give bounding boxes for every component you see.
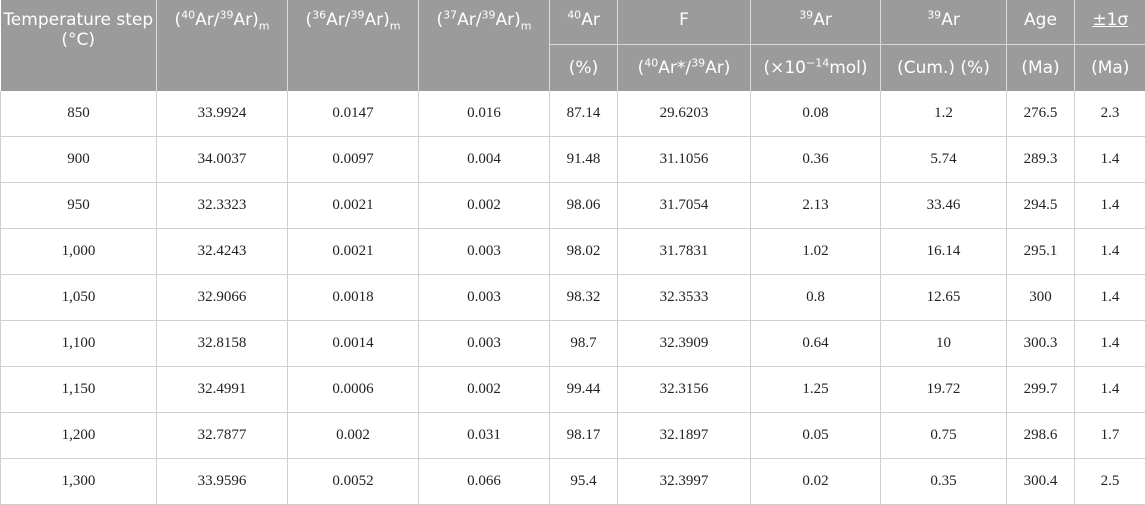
header-39ar-unit-exp: −14 <box>806 56 829 69</box>
cell-temperature: 1,050 <box>1 274 157 320</box>
header-39ar-text: Ar <box>813 10 832 30</box>
cell-40ar-percent: 98.7 <box>550 320 618 366</box>
cell-40ar-percent: 98.02 <box>550 228 618 274</box>
cell-36ar-39ar: 0.0018 <box>288 274 419 320</box>
header-39ar-unit-post: mol) <box>829 58 867 78</box>
cell-error: 1.7 <box>1075 412 1145 458</box>
header-age-unit-text: (Ma) <box>1021 58 1059 78</box>
cell-error: 1.4 <box>1075 274 1145 320</box>
header-39ar-unit <box>751 44 881 91</box>
header-36ar-39ar-sup-36: 36 <box>312 8 326 21</box>
cell-age: 276.5 <box>1007 91 1075 137</box>
cell-error: 1.4 <box>1075 320 1145 366</box>
cell-error: 2.3 <box>1075 91 1145 137</box>
cell-39ar-amount: 0.05 <box>751 412 881 458</box>
cell-37ar-39ar: 0.031 <box>419 412 550 458</box>
cell-age: 298.6 <box>1007 412 1075 458</box>
cell-37ar-39ar: 0.002 <box>419 366 550 412</box>
cell-temperature: 1,000 <box>1 228 157 274</box>
cell-age: 300.3 <box>1007 320 1075 366</box>
header-age-unit <box>1007 44 1075 91</box>
cell-37ar-39ar: 0.003 <box>419 274 550 320</box>
table-row <box>1 182 1145 228</box>
cell-temperature: 1,150 <box>1 366 157 412</box>
cell-40ar-39ar: 32.8158 <box>157 320 288 366</box>
table-row <box>1 412 1145 458</box>
cell-39ar-amount: 1.25 <box>751 366 881 412</box>
header-37ar-39ar-sub-m: m <box>521 19 532 32</box>
header-36ar-39ar-sub-m: m <box>390 19 401 32</box>
cell-40ar-percent: 98.06 <box>550 182 618 228</box>
table-row <box>1 366 1145 412</box>
cell-error: 1.4 <box>1075 228 1145 274</box>
cell-f: 32.3909 <box>618 320 751 366</box>
cell-40ar-percent: 95.4 <box>550 458 618 504</box>
cell-age: 295.1 <box>1007 228 1075 274</box>
cell-36ar-39ar: 0.0006 <box>288 366 419 412</box>
cell-39ar-cumulative: 0.75 <box>881 412 1007 458</box>
header-37ar-39ar-sup-37: 37 <box>443 8 457 21</box>
header-40ar-39ar-sub-m: m <box>259 19 270 32</box>
cell-age: 299.7 <box>1007 366 1075 412</box>
cell-36ar-39ar: 0.0147 <box>288 91 419 137</box>
cell-39ar-cumulative: 5.74 <box>881 136 1007 182</box>
table-body <box>1 91 1145 505</box>
cell-39ar-cumulative: 10 <box>881 320 1007 366</box>
cell-37ar-39ar: 0.003 <box>419 228 550 274</box>
header-f <box>618 0 751 44</box>
header-error-unit <box>1075 44 1145 91</box>
header-40ar-unit <box>550 44 618 91</box>
header-f-unit-ar-star: Ar*/ <box>658 58 691 78</box>
cell-40ar-39ar: 32.4243 <box>157 228 288 274</box>
cell-39ar-cumulative: 1.2 <box>881 91 1007 137</box>
header-39ar-cumulative <box>881 0 1007 44</box>
header-40ar-39ar-ratio <box>157 0 288 91</box>
cell-f: 31.1056 <box>618 136 751 182</box>
cell-40ar-percent: 87.14 <box>550 91 618 137</box>
header-40ar-39ar-sup-39: 39 <box>220 8 234 21</box>
cell-40ar-39ar: 32.3323 <box>157 182 288 228</box>
cell-36ar-39ar: 0.0097 <box>288 136 419 182</box>
header-39ar-cum-unit-text: (Cum.) (%) <box>897 58 990 78</box>
header-40ar-39ar-ar-close: Ar) <box>234 10 259 30</box>
header-error-unit-text: (Ma) <box>1091 58 1129 78</box>
cell-temperature: 1,300 <box>1 458 157 504</box>
header-37ar-39ar-ratio <box>419 0 550 91</box>
cell-40ar-39ar: 32.4991 <box>157 366 288 412</box>
header-40ar-39ar-sup-40: 40 <box>181 8 195 21</box>
header-36ar-39ar-ar-slash: Ar/ <box>326 10 350 30</box>
cell-39ar-cumulative: 0.35 <box>881 458 1007 504</box>
cell-39ar-amount: 0.08 <box>751 91 881 137</box>
header-36ar-39ar-ar-close: Ar) <box>365 10 390 30</box>
header-39ar-unit-pre: (×10 <box>763 58 806 78</box>
cell-f: 32.1897 <box>618 412 751 458</box>
cell-39ar-amount: 0.36 <box>751 136 881 182</box>
cell-37ar-39ar: 0.003 <box>419 320 550 366</box>
cell-temperature: 850 <box>1 91 157 137</box>
cell-temperature: 900 <box>1 136 157 182</box>
header-37ar-39ar-paren-open: ( <box>437 10 444 30</box>
cell-39ar-amount: 2.13 <box>751 182 881 228</box>
header-temperature-step-label: Temperature step (°C) <box>3 10 153 50</box>
header-37ar-39ar-ar-close: Ar) <box>496 10 521 30</box>
cell-40ar-39ar: 32.9066 <box>157 274 288 320</box>
cell-age: 300.4 <box>1007 458 1075 504</box>
table-row <box>1 458 1145 504</box>
cell-f: 29.6203 <box>618 91 751 137</box>
cell-36ar-39ar: 0.0052 <box>288 458 419 504</box>
cell-temperature: 950 <box>1 182 157 228</box>
cell-39ar-cumulative: 16.14 <box>881 228 1007 274</box>
cell-f: 31.7831 <box>618 228 751 274</box>
header-f-unit <box>618 44 751 91</box>
cell-error: 2.5 <box>1075 458 1145 504</box>
header-37ar-39ar-ar-slash: Ar/ <box>457 10 481 30</box>
cell-f: 32.3156 <box>618 366 751 412</box>
header-40ar-percent <box>550 0 618 44</box>
cell-40ar-39ar: 32.7877 <box>157 412 288 458</box>
cell-40ar-percent: 98.32 <box>550 274 618 320</box>
header-39ar-cum-unit <box>881 44 1007 91</box>
cell-f: 32.3533 <box>618 274 751 320</box>
header-40ar-text: Ar <box>581 10 600 30</box>
table-row <box>1 136 1145 182</box>
cell-39ar-amount: 0.64 <box>751 320 881 366</box>
cell-age: 300 <box>1007 274 1075 320</box>
cell-36ar-39ar: 0.0021 <box>288 228 419 274</box>
header-39ar-amount <box>751 0 881 44</box>
header-36ar-39ar-ratio <box>288 0 419 91</box>
header-age <box>1007 0 1075 44</box>
header-37ar-39ar-sup-39: 39 <box>482 8 496 21</box>
header-36ar-39ar-paren-open: ( <box>306 10 313 30</box>
header-f-text: F <box>679 10 689 30</box>
cell-36ar-39ar: 0.0021 <box>288 182 419 228</box>
header-f-unit-sup-39: 39 <box>691 56 705 69</box>
header-40ar-39ar-paren-open: ( <box>175 10 182 30</box>
cell-age: 294.5 <box>1007 182 1075 228</box>
header-error-text: ±1σ <box>1092 10 1128 30</box>
header-f-unit-ar-close: Ar) <box>705 58 730 78</box>
header-39ar-sup: 39 <box>799 8 813 21</box>
table-row <box>1 228 1145 274</box>
cell-age: 289.3 <box>1007 136 1075 182</box>
cell-36ar-39ar: 0.002 <box>288 412 419 458</box>
cell-39ar-cumulative: 19.72 <box>881 366 1007 412</box>
cell-39ar-cumulative: 33.46 <box>881 182 1007 228</box>
cell-40ar-39ar: 34.0037 <box>157 136 288 182</box>
cell-error: 1.4 <box>1075 366 1145 412</box>
cell-error: 1.4 <box>1075 182 1145 228</box>
table-header <box>1 0 1145 91</box>
header-temperature-step <box>1 0 157 91</box>
cell-37ar-39ar: 0.004 <box>419 136 550 182</box>
table-row <box>1 91 1145 137</box>
cell-40ar-39ar: 33.9924 <box>157 91 288 137</box>
header-age-text: Age <box>1024 10 1057 30</box>
cell-f: 31.7054 <box>618 182 751 228</box>
header-39ar-cum-text: Ar <box>941 10 960 30</box>
cell-37ar-39ar: 0.066 <box>419 458 550 504</box>
cell-36ar-39ar: 0.0014 <box>288 320 419 366</box>
cell-39ar-amount: 1.02 <box>751 228 881 274</box>
cell-37ar-39ar: 0.002 <box>419 182 550 228</box>
table-row <box>1 274 1145 320</box>
table-row <box>1 320 1145 366</box>
header-39ar-cum-sup: 39 <box>927 8 941 21</box>
cell-37ar-39ar: 0.016 <box>419 91 550 137</box>
header-f-unit-sup-40: 40 <box>644 56 658 69</box>
cell-40ar-39ar: 33.9596 <box>157 458 288 504</box>
header-f-unit-paren: ( <box>638 58 645 78</box>
header-40ar-sup: 40 <box>567 8 581 21</box>
cell-40ar-percent: 98.17 <box>550 412 618 458</box>
header-40ar-unit-text: (%) <box>569 58 598 78</box>
header-40ar-39ar-ar-slash: Ar/ <box>195 10 219 30</box>
cell-temperature: 1,200 <box>1 412 157 458</box>
cell-39ar-cumulative: 12.65 <box>881 274 1007 320</box>
cell-f: 32.3997 <box>618 458 751 504</box>
cell-39ar-amount: 0.8 <box>751 274 881 320</box>
cell-40ar-percent: 91.48 <box>550 136 618 182</box>
cell-error: 1.4 <box>1075 136 1145 182</box>
cell-39ar-amount: 0.02 <box>751 458 881 504</box>
header-error <box>1075 0 1145 44</box>
cell-40ar-percent: 99.44 <box>550 366 618 412</box>
header-36ar-39ar-sup-39: 39 <box>351 8 365 21</box>
cell-temperature: 1,100 <box>1 320 157 366</box>
